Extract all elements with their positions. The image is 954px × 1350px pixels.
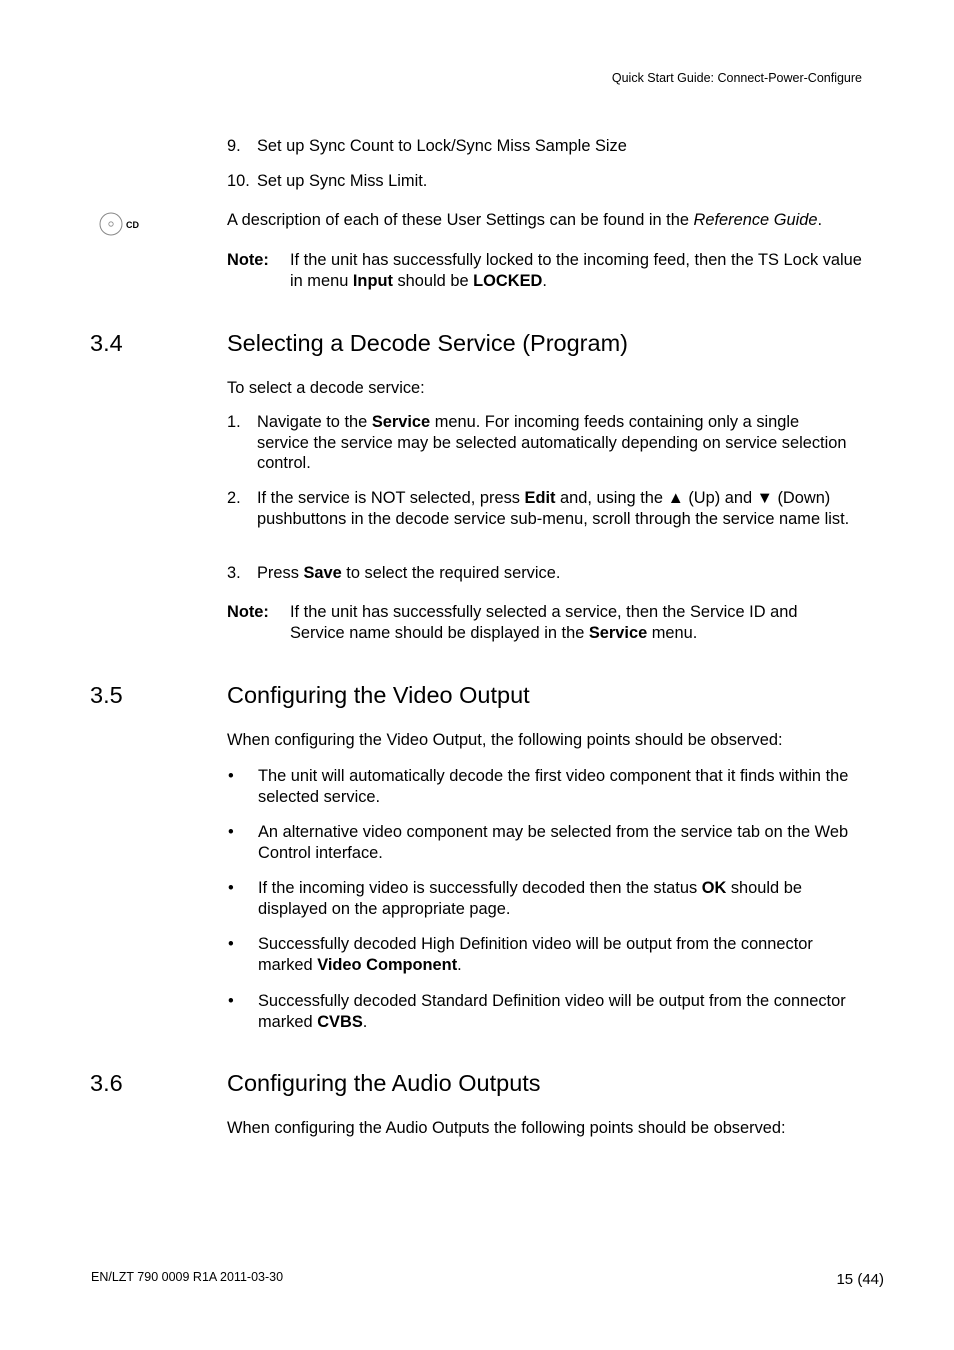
- step-number: 3.: [227, 564, 241, 582]
- bullet-text: An alternative video component may be selected from the service tab on the Web Control interface.: [258, 823, 849, 862]
- running-header: Quick Start Guide: Connect-Power-Configure: [611, 71, 862, 85]
- cd-icon: [99, 211, 141, 237]
- page-number: 15 (44): [836, 1271, 884, 1288]
- bullet: •: [228, 992, 234, 1010]
- step-number: 9.: [227, 137, 241, 155]
- note-text: If the unit has successfully locked to the incoming feed, then the TS Lock value in menu Input should be LOCKED.: [290, 251, 862, 290]
- list-item: [227, 822, 872, 863]
- section-title: Configuring the Video Output: [227, 682, 530, 708]
- footer-doc-id: EN/LZT 790 0009 R1A 2011-03-30: [91, 1270, 284, 1284]
- footer-date: 2011-03-30: [220, 1270, 284, 1284]
- step-text: If the service is NOT selected, press Edit and, using the ▲ (Up) and ▼ (Down) pushbuttons in the decode service sub-menu, scroll through the service name list.: [257, 489, 850, 528]
- section-number: 3.5: [90, 682, 123, 708]
- step-text: Set up Sync Count to Lock/Sync Miss Sample Size: [257, 137, 627, 155]
- section-title: Selecting a Decode Service (Program): [227, 330, 628, 356]
- step-text: Press Save to select the required service.: [257, 564, 561, 582]
- step-number: 10.: [227, 172, 250, 190]
- bullet-text: The unit will automatically decode the first video component that it finds within the selected service.: [258, 767, 849, 806]
- step-text: Navigate to the Service menu. For incoming feeds containing only a single service the service may be selected automatically depending on service selection control.: [257, 413, 847, 472]
- note: [227, 602, 847, 643]
- list-item: [227, 766, 872, 807]
- list-item: [227, 878, 872, 919]
- section-intro: To select a decode service:: [227, 379, 425, 397]
- list-item: [227, 934, 872, 975]
- step-number: 2.: [227, 489, 241, 507]
- cd-icon-label: CD: [126, 220, 139, 230]
- list-item: [227, 171, 887, 192]
- note: [227, 250, 867, 291]
- bullet: •: [228, 879, 234, 897]
- section-intro: When configuring the Video Output, the following points should be observed:: [227, 731, 783, 749]
- bullet-text: Successfully decoded Standard Definition video will be output from the connector marked CVBS.: [258, 992, 846, 1031]
- bullet: •: [228, 767, 234, 785]
- reference-guide-title: Reference Guide: [693, 211, 818, 229]
- step-text: Set up Sync Miss Limit.: [257, 172, 428, 190]
- bullet-text: Successfully decoded High Definition video will be output from the connector marked Video Component.: [258, 935, 813, 974]
- step-number: 1.: [227, 413, 241, 431]
- bullet: •: [228, 935, 234, 953]
- section-intro: When configuring the Audio Outputs the following points should be observed:: [227, 1119, 786, 1137]
- section-number: 3.4: [90, 330, 123, 356]
- section-title: Configuring the Audio Outputs: [227, 1070, 541, 1096]
- list-item: [227, 136, 887, 157]
- section-number: 3.6: [90, 1070, 123, 1096]
- bullet: •: [228, 823, 234, 841]
- note-label: Note:: [227, 251, 269, 269]
- note-label: Note:: [227, 603, 269, 621]
- reference-paragraph: A description of each of these User Settings can be found in the Reference Guide.: [227, 211, 823, 229]
- list-item: [227, 412, 847, 474]
- list-item: [227, 488, 887, 529]
- list-item: [227, 563, 887, 584]
- bullet-text: If the incoming video is successfully decoded then the status OK should be displayed on the appropriate page.: [258, 879, 802, 918]
- list-item: [227, 991, 847, 1032]
- note-text: If the unit has successfully selected a service, then the Service ID and Service name should be displayed in the Service menu.: [290, 603, 798, 642]
